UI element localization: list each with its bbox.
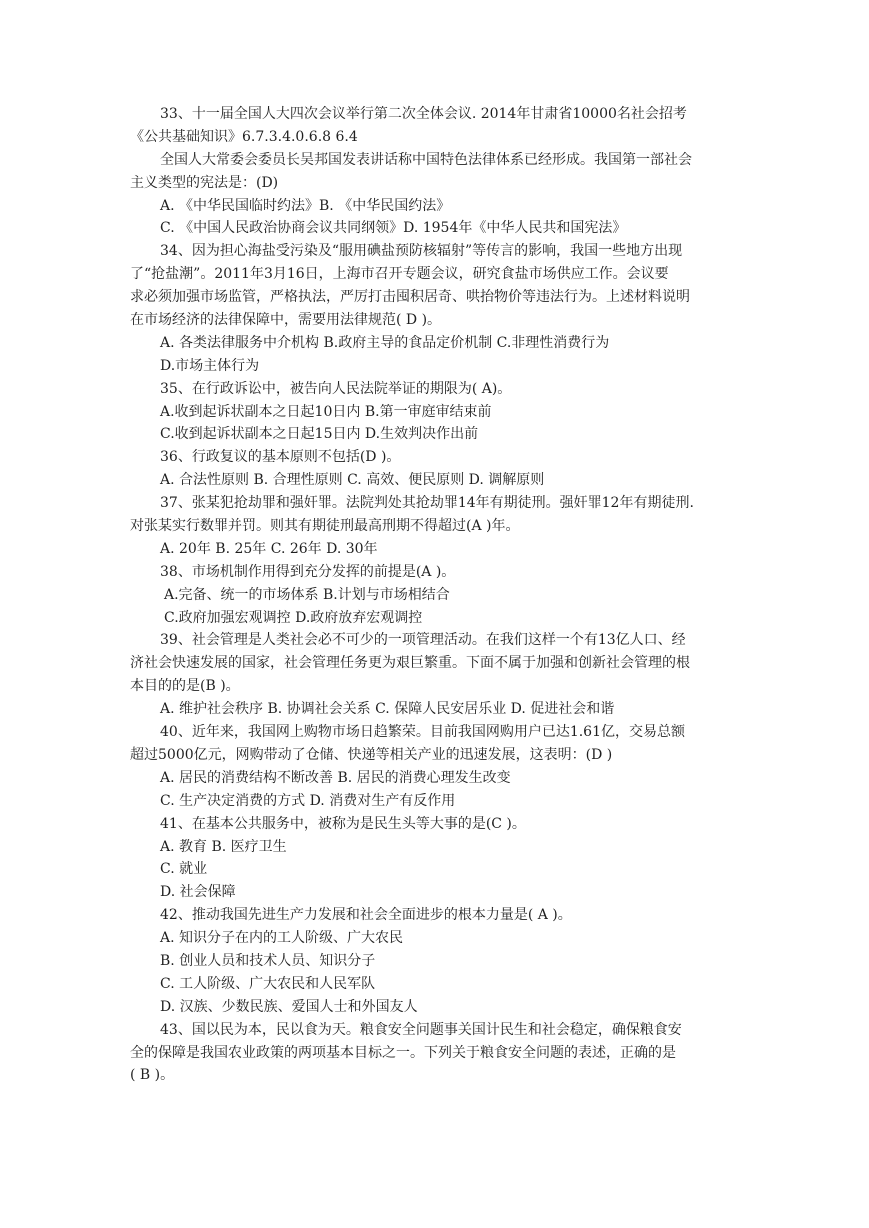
question-40-options-ab: A. 居民的消费结构不断改善 B. 居民的消费心理发生改变 <box>160 769 511 786</box>
question-34-line-2: 了“抢盐潮”。2011年3月16日，上海市召开专题会议，研究食盐市场供应工作。会议要 <box>130 266 669 283</box>
question-43-line-3: ( B )。 <box>130 1067 175 1084</box>
question-42-line-1: 42、推动我国先进生产力发展和社会全面进步的根本力量是( A )。 <box>160 907 572 924</box>
question-41-option-c: C. 就业 <box>160 861 208 878</box>
question-42-option-a: A. 知识分子在内的工人阶级、广大农民 <box>160 930 404 947</box>
question-42-option-c: C. 工人阶级、广大农民和人民军队 <box>160 975 376 992</box>
question-38-line-1: 38、市场机制作用得到充分发挥的前提是(A )。 <box>160 563 456 580</box>
question-38-options-ab: A.完备、统一的市场体系 B.计划与市场相结合 <box>164 586 450 603</box>
question-34-line-1: 34、因为担心海盐受污染及“服用碘盐预防核辐射”等传言的影响，我国一些地方出现 <box>160 243 683 260</box>
document-body <box>130 103 740 1087</box>
question-39-options: A. 维护社会秩序 B. 协调社会关系 C. 保障人民安居乐业 D. 促进社会和谐 <box>160 701 615 718</box>
question-34-line-3: 求必须加强市场监管，严格执法，严厉打击囤积居奇、哄抬物价等违法行为。上述材料说明 <box>130 289 690 306</box>
question-37-line-2: 对张某实行数罪并罚。则其有期徒刑最高刑期不得超过(A )年。 <box>130 518 520 535</box>
question-36-options: A. 合法性原则 B. 合理性原则 C. 高效、便民原则 D. 调解原则 <box>160 472 545 489</box>
question-35-options-cd: C.收到起诉状副本之日起15日内 D.生效判决作出前 <box>160 426 479 443</box>
question-42-option-d: D. 汉族、少数民族、爱国人士和外国友人 <box>160 998 418 1015</box>
question-41-options-ab: A. 教育 B. 医疗卫生 <box>160 838 287 855</box>
question-33-line-3: 全国人大常委会委员长吴邦国发表讲话称中国特色法律体系已经形成。我国第一部社会 <box>160 151 692 168</box>
question-41-option-d: D. 社会保障 <box>160 884 236 901</box>
question-34-options-abc: A. 各类法律服务中介机构 B.政府主导的食品定价机制 C.非理性消费行为 <box>160 334 610 351</box>
question-34-line-4: 在市场经济的法律保障中，需要用法律规范( D )。 <box>130 312 442 329</box>
question-33-line-4: 主义类型的宪法是：(D) <box>130 174 279 191</box>
question-33-line-1: 33、十一届全国人大四次会议举行第二次全体会议. 2014年甘肃省10000名社会招考 <box>160 106 687 122</box>
question-39-line-3: 本目的的是(B )。 <box>130 678 240 695</box>
question-42-option-b: B. 创业人员和技术人员、知识分子 <box>160 952 376 969</box>
question-39-line-2: 济社会快速发展的国家，社会管理任务更为艰巨繁重。下面不属于加强和创新社会管理的根 <box>130 655 690 672</box>
question-43-line-2: 全的保障是我国农业政策的两项基本目标之一。下列关于粮食安全问题的表述，正确的是 <box>130 1044 676 1061</box>
question-40-line-2: 超过5000亿元，网购带动了仓储、快递等相关产业的迅速发展，这表明：(D ) <box>130 746 613 763</box>
question-35-options-ab: A.收到起诉状副本之日起10日内 B.第一审庭审结束前 <box>160 403 492 420</box>
question-35-line-1: 35、在行政诉讼中，被告向人民法院举证的期限为( A)。 <box>160 380 512 397</box>
question-37-options: A. 20年 B. 25年 C. 26年 D. 30年 <box>160 540 378 557</box>
question-39-line-1: 39、社会管理是人类社会必不可少的一项管理活动。在我们这样一个有13亿人口、经 <box>160 632 686 649</box>
question-40-line-1: 40、近年来，我国网上购物市场日趋繁荣。目前我国网购用户已达1.61亿，交易总额 <box>160 724 685 741</box>
question-36-line-1: 36、行政复议的基本原则不包括(D )。 <box>160 449 401 466</box>
question-34-option-d: D.市场主体行为 <box>160 357 260 374</box>
question-37-line-1: 37、张某犯抢劫罪和强奸罪。法院判处其抢劫罪14年有期徒刑。强奸罪12年有期徒刑. <box>160 495 694 512</box>
question-33-options-cd: C. 《中国人民政治协商会议共同纲领》D. 1954年《中华人民共和国宪法》 <box>160 220 627 237</box>
question-40-options-cd: C. 生产决定消费的方式 D. 消费对生产有反作用 <box>160 792 456 809</box>
question-33-line-2: 《公共基础知识》6.7.3.4.0.6.8 6.4 <box>130 128 358 145</box>
question-41-line-1: 41、在基本公共服务中，被称为是民生头等大事的是(C )。 <box>160 815 526 832</box>
question-43-line-1: 43、国以民为本，民以食为天。粮食安全问题事关国计民生和社会稳定，确保粮食安 <box>160 1021 682 1038</box>
question-33-options-ab: A. 《中华民国临时约法》B. 《中华民国约法》 <box>160 197 451 214</box>
question-38-options-cd: C.政府加强宏观调控 D.政府放弃宏观调控 <box>164 609 423 626</box>
